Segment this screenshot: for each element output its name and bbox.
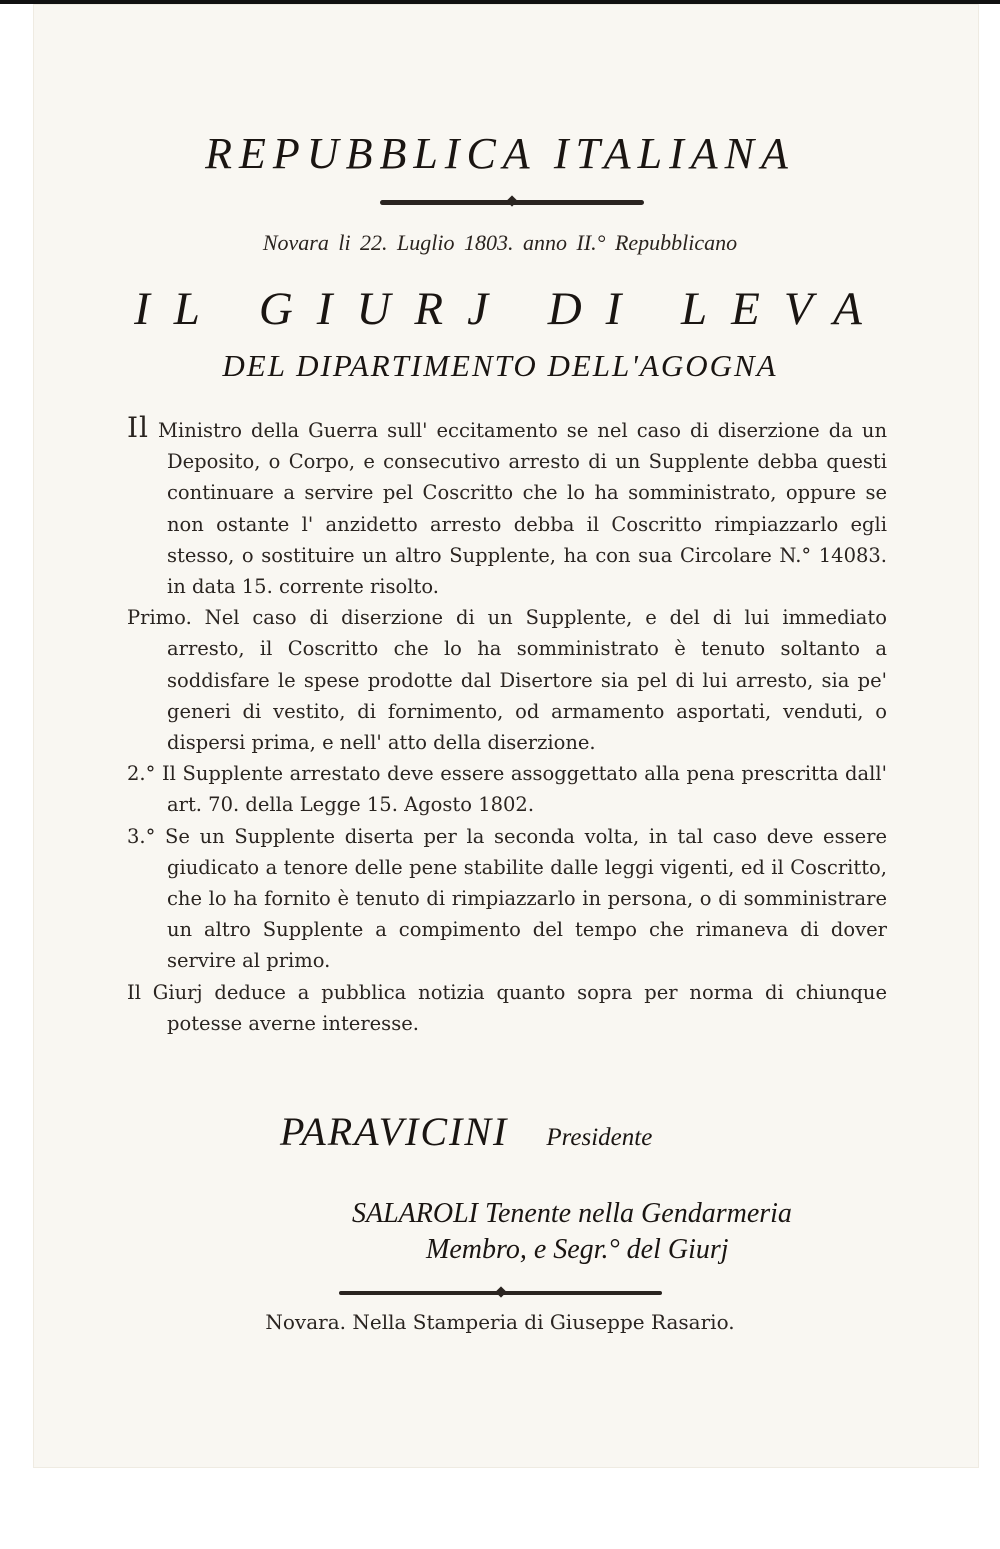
issuer-heading: IL GIURJ DI LEVA	[134, 283, 886, 335]
dropcap: Il	[127, 411, 150, 444]
issuer-subheading: DEL DIPARTIMENTO DELL'AGOGNA	[222, 348, 778, 383]
clause-terzo: 3.° Se un Supplente diserta per la seconda volta, in tal caso deve essere giudicato a tenore delle pene stabilite dalle leggi vigenti, ed il Coscritto, che lo ha fornito è tenuto di rimpiazzarlo in persona, o di somministrare un altro Supplente a compimento del tempo che rimaneva di dover servire al primo.	[127, 824, 887, 973]
dateline: Novara li 22. Luglio 1803. anno II.° Repubblicano	[262, 230, 738, 255]
president-role: Presidente	[546, 1124, 653, 1151]
president-name: PARAVICINI	[280, 1109, 509, 1154]
secretary-line-1: SALAROLI Tenente nella Gendarmeria	[352, 1198, 792, 1229]
ornamental-rule-top	[380, 200, 644, 205]
decree-body	[127, 412, 887, 1039]
secretary-signature	[352, 1196, 912, 1268]
ornamental-rule-bottom	[339, 1291, 662, 1295]
top-edge	[0, 0, 1000, 4]
printer-imprint: Novara. Nella Stamperia di Giuseppe Rasario.	[265, 1310, 735, 1334]
document-title: REPUBBLICA ITALIANA	[205, 129, 795, 178]
clause-primo: Primo. Nel caso di diserzione di un Supplente, e del di lui immediato arresto, il Coscritto che lo ha somministrato è tenuto soltanto a soddisfare le spese prodotte dal Disertore sia pel di lui arresto, sia pe' generi di vestito, di fornimento, od armamento asportati, venduti, o dispersi prima, e nell' atto della diserzione.	[127, 606, 887, 755]
clause-secondo: 2.° Il Supplente arrestato deve essere assoggettato alla pena prescritta dall' art. 70. della Legge 15. Agosto 1802.	[127, 762, 887, 817]
secretary-line-2: Membro, e Segr.° del Giurj	[426, 1234, 729, 1265]
closing-paragraph: Il Giurj deduce a pubblica notizia quanto sopra per norma di chiunque potesse averne interesse.	[127, 980, 887, 1035]
president-signature	[280, 1108, 880, 1155]
intro-paragraph	[127, 412, 887, 602]
intro-text: Ministro della Guerra sull' eccitamento se nel caso di diserzione da un Deposito, o Corpo, e consecutivo arresto di un Supplente debba questi continuare a servire pel Coscritto che lo ha somministrato, oppure se non ostante l' anzidetto arresto debba il Coscritto rimpiazzarlo egli stesso, o sostituire un altro Supplente, ha con sua Circolare N.° 14083. in data 15. corrente risolto.	[158, 419, 888, 599]
